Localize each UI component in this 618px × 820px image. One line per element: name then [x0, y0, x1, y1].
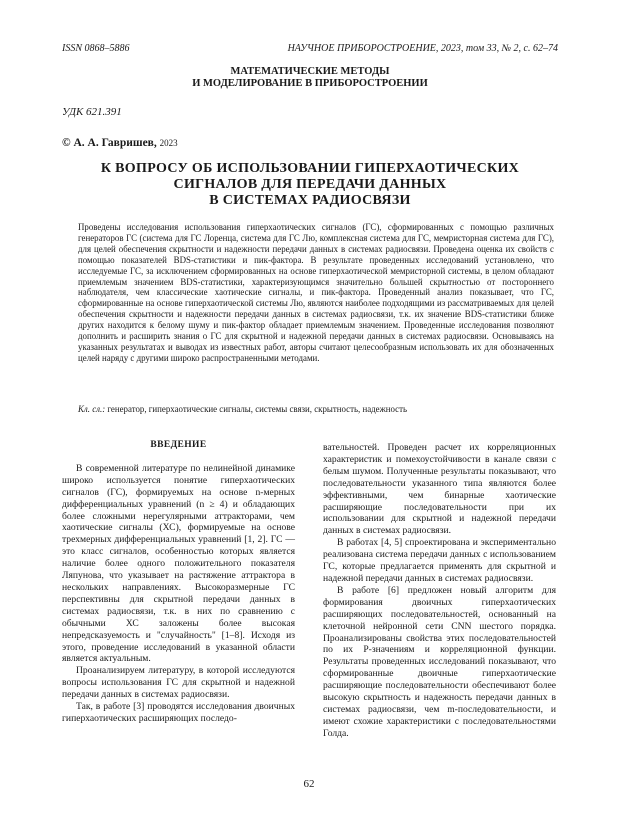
title-line1: К ВОПРОСУ ОБ ИСПОЛЬЗОВАНИИ ГИПЕРХАОТИЧЕСКИХ: [100, 161, 520, 176]
intro-heading: ВВЕДЕНИЕ: [150, 440, 207, 450]
keywords: [78, 404, 554, 415]
paragraph: В современной литературе по нелинейной динамике широко используется понятие гиперхаотических сигналов (ГС), формируемых на основе n-мерных дифференциальных уравнений (n ≥ 4) и обладающих более сложными нерегулярными аттракторами, чем хаотические сигналы (ХС), формируемые на основе трехмерных дифференциальных уравнений [1, 2]. ГС — это класс сигналов, особенностью которых является наличие более одного положительного показателя Ляпунова, что указывает на растяжение аттрактора в нескольких направлениях. Высокоразмерные ГС перспективны для скрытной передачи данных в системах радиосвязи, т.к. в них по сравнению с обычными ХС заложены более высокая непредсказуемость и "случайность" [1–8]. Исходя из этого, проведение исследований в указанной области является актуальным.: [62, 462, 295, 665]
running-header: [62, 43, 558, 57]
author-name: А. А. Гавришев,: [73, 137, 157, 149]
keywords-text: генератор, гиперхаотические сигналы, системы связи, скрытность, надежность: [107, 404, 408, 414]
issn: ISSN 0868–5886: [62, 43, 130, 54]
right-column: [323, 442, 556, 740]
title-line3: В СИСТЕМАХ РАДИОСВЯЗИ: [209, 193, 411, 208]
udk-code: УДК 621.391: [62, 106, 122, 118]
section-heading-line1: МАТЕМАТИЧЕСКИЕ МЕТОДЫ: [230, 66, 390, 77]
paragraph: Так, в работе [3] проводятся исследования двоичных гиперхаотических расширяющих последо-: [62, 701, 295, 724]
journal-citation: НАУЧНОЕ ПРИБОРОСТРОЕНИЕ, 2023, том 33, № 2, с. 62–74: [287, 43, 558, 54]
paragraph: В работе [6] предложен новый алгоритм для формирования двоичных гиперхаотических расширяющих последовательностей, основанный на клеточной нейронной сети CNN шестого порядка. Проанализированы свойства этих последовательностей по их P-значениям и корреляционной функции. Результаты проведенных исследований показывают, что сформированные двоичные гиперхаотические расширяющие последовательности обеспечивают более высокую скрытность и надежность передачи данных в системах радиосвязи, чем m-последовательности, и имеют схожие характеристики с последовательностями Голда.: [323, 584, 556, 739]
paragraph: вательностей. Проведен расчет их корреляционных характеристик и помехоустойчивости в канале связи с белым шумом. Полученные результаты показывают, что последовательности указанного типа являются более эффективными, чем бинарные хаотические расширяющие последовательности при их использовании для скрытной и надежной передачи данных в системах радиосвязи.: [323, 442, 556, 537]
abstract: Проведены исследования использования гиперхаотических сигналов (ГС), сформированных с помощью различных генераторов ГС (система для ГС Лоренца, система для ГС Лю, комплексная система для ГС, мемристорная система для ГС), для целей обеспечения скрытности и надежности передачи данных в системах радиосвязи. Проведена оценка их свойств с помощью показателей BDS-статистики и пик-фактора. В результате проведенных исследований установлено, что исследуемые ГС, за исключением сформированных на основе гиперхаотической мемристорной системы, в целом обладают приемлемым значением BDS-статистики, характеризующимся значительно большей скрытностью от постороннего наблюдателя, чем классические хаотические сигналы, и пик-фактора. Проведенный анализ показывает, что ГС, сформированные на основе гиперхаотической системы Лю, являются наиболее подходящими из рассматриваемых для целей обеспечения скрытности и надежности передачи данных в системах радиосвязи, т.к. их значение BDS-статистики ближе других находится к белому шуму и пик-фактор обладает приемлемым значением. Проведенные исследования позволяют дополнить и расширить знания о ГС для скрытной и надежной передачи данных в системах радиосвязи. Основываясь на указанных результатах и выводах из известных работ, авторы считают целесообразным использовать их для обозначенных целей наряду с другими широко распространенными методами.: [78, 222, 554, 363]
copyright-icon: ©: [62, 137, 71, 149]
keywords-label: Кл. сл.:: [78, 404, 106, 414]
section-heading-line2: И МОДЕЛИРОВАНИЕ В ПРИБОРОСТРОЕНИИ: [192, 78, 428, 89]
section-heading: [62, 66, 558, 90]
title-line2: СИГНАЛОВ ДЛЯ ПЕРЕДАЧИ ДАННЫХ: [173, 177, 447, 192]
author-line: [62, 137, 178, 149]
article-title: [62, 161, 558, 209]
page-number: 62: [303, 778, 315, 790]
author-year: 2023: [159, 138, 178, 148]
paragraph: В работах [4, 5] спроектирована и экспериментально реализована система передачи данных с использованием ГС, которые предлагается применять для скрытной и надежной передачи данных в системах радиосвязи.: [323, 537, 556, 584]
paragraph: Проанализируем литературу, в которой исследуются вопросы использования ГС для скрытной и надежной передачи данных в системах радиосвязи.: [62, 665, 295, 701]
left-column: [62, 440, 295, 725]
